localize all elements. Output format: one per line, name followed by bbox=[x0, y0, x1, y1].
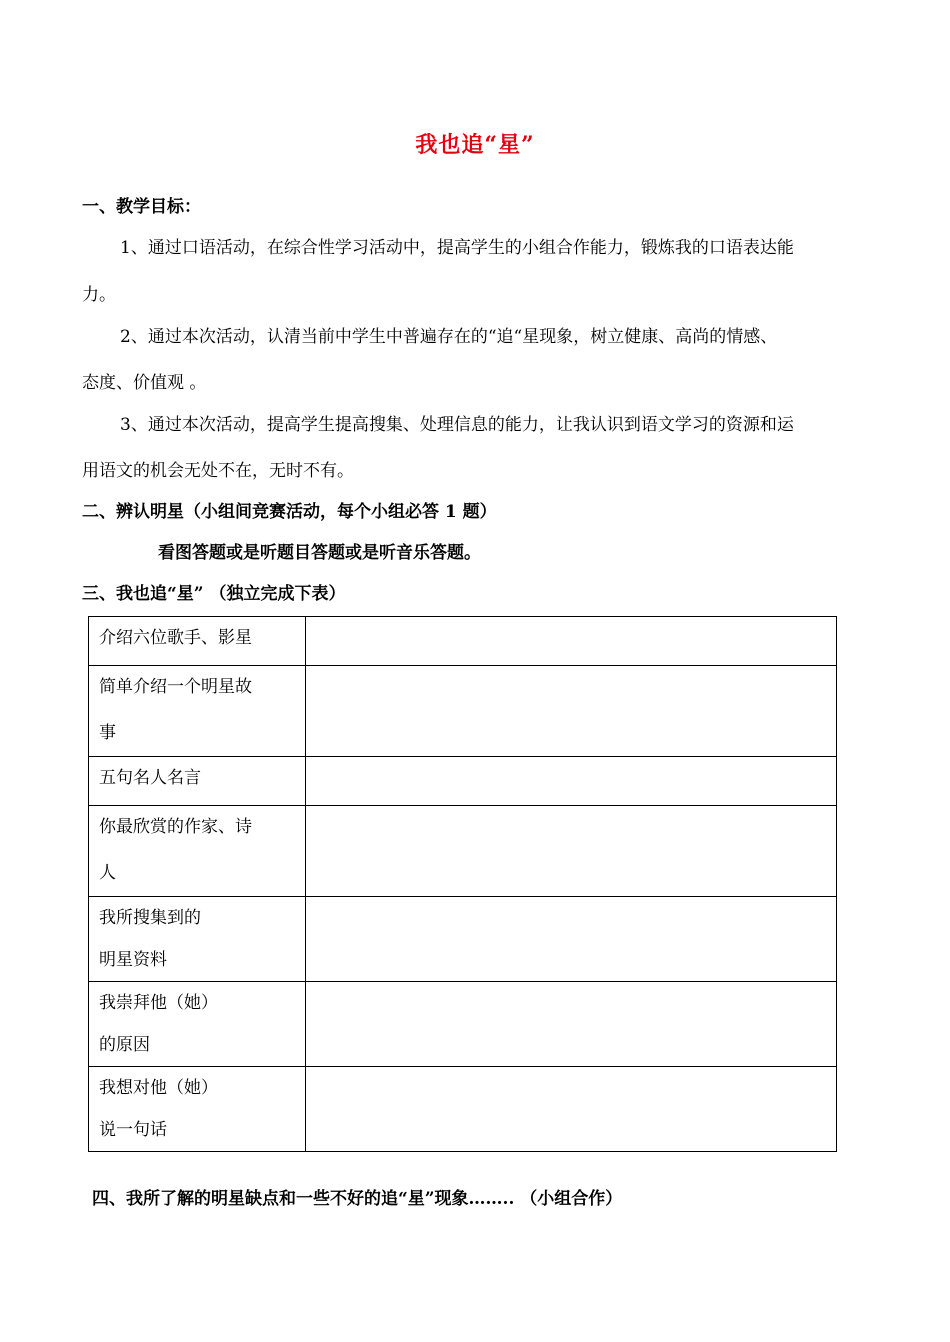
answer-cell[interactable] bbox=[306, 666, 837, 757]
row-label-line: 人 bbox=[99, 863, 116, 883]
answer-cell[interactable] bbox=[306, 1067, 837, 1152]
row-label-line: 介绍六位歌手、影星 bbox=[99, 628, 252, 648]
row-label-line: 说一句话 bbox=[99, 1120, 167, 1140]
row-label-line: 明星资料 bbox=[99, 950, 167, 970]
star-info-table bbox=[88, 616, 837, 1152]
row-label-line: 我崇拜他（她） bbox=[99, 993, 218, 1013]
row-label bbox=[89, 1067, 306, 1152]
row-label-line: 的原因 bbox=[99, 1035, 150, 1055]
row-label bbox=[89, 666, 306, 757]
table-row bbox=[89, 666, 837, 757]
row-label-line: 五句名人名言 bbox=[99, 768, 201, 788]
objective-2-line-1: 2、通过本次活动，认清当前中学生中普遍存在的“追“星现象，树立健康、高尚的情感、 bbox=[120, 327, 778, 347]
row-label bbox=[89, 806, 306, 897]
section2-heading: 二、辨认明星（小组间竞赛活动，每个小组必答 1 题） bbox=[82, 502, 497, 522]
row-label-line: 你最欣赏的作家、诗 bbox=[99, 817, 252, 837]
table-row bbox=[89, 982, 837, 1067]
objective-3-line-1: 3、通过本次活动，提高学生提高搜集、处理信息的能力，让我认识到语文学习的资源和运 bbox=[120, 415, 794, 435]
table-row bbox=[89, 617, 837, 666]
answer-cell[interactable] bbox=[306, 617, 837, 666]
section4-heading: 四、我所了解的明星缺点和一些不好的追“星”现象…….. （小组合作） bbox=[92, 1189, 623, 1209]
objective-2-line-2: 态度、价值观 。 bbox=[82, 373, 207, 393]
row-label-line: 我想对他（她） bbox=[99, 1078, 218, 1098]
section3-heading: 三、我也追“星” （独立完成下表） bbox=[82, 584, 346, 604]
row-label-line: 我所搜集到的 bbox=[99, 908, 201, 928]
row-label bbox=[89, 982, 306, 1067]
row-label bbox=[89, 757, 306, 806]
row-label bbox=[89, 897, 306, 982]
objective-1-line-2: 力。 bbox=[82, 285, 116, 305]
section2-note: 看图答题或是听题目答题或是听音乐答题。 bbox=[158, 543, 481, 563]
section1-heading: 一、教学目标： bbox=[82, 197, 201, 217]
row-label-line: 事 bbox=[99, 723, 116, 743]
answer-cell[interactable] bbox=[306, 757, 837, 806]
answer-cell[interactable] bbox=[306, 897, 837, 982]
table-row bbox=[89, 897, 837, 982]
objective-1-line-1: 1、通过口语活动，在综合性学习活动中，提高学生的小组合作能力，锻炼我的口语表达能 bbox=[120, 238, 794, 258]
row-label bbox=[89, 617, 306, 666]
page-title: 我也追“星” bbox=[415, 132, 535, 158]
row-label-line: 简单介绍一个明星故 bbox=[99, 677, 252, 697]
objective-3-line-2: 用语文的机会无处不在，无时不有。 bbox=[82, 461, 354, 481]
answer-cell[interactable] bbox=[306, 806, 837, 897]
table-row bbox=[89, 757, 837, 806]
table-row bbox=[89, 1067, 837, 1152]
table-row bbox=[89, 806, 837, 897]
answer-cell[interactable] bbox=[306, 982, 837, 1067]
